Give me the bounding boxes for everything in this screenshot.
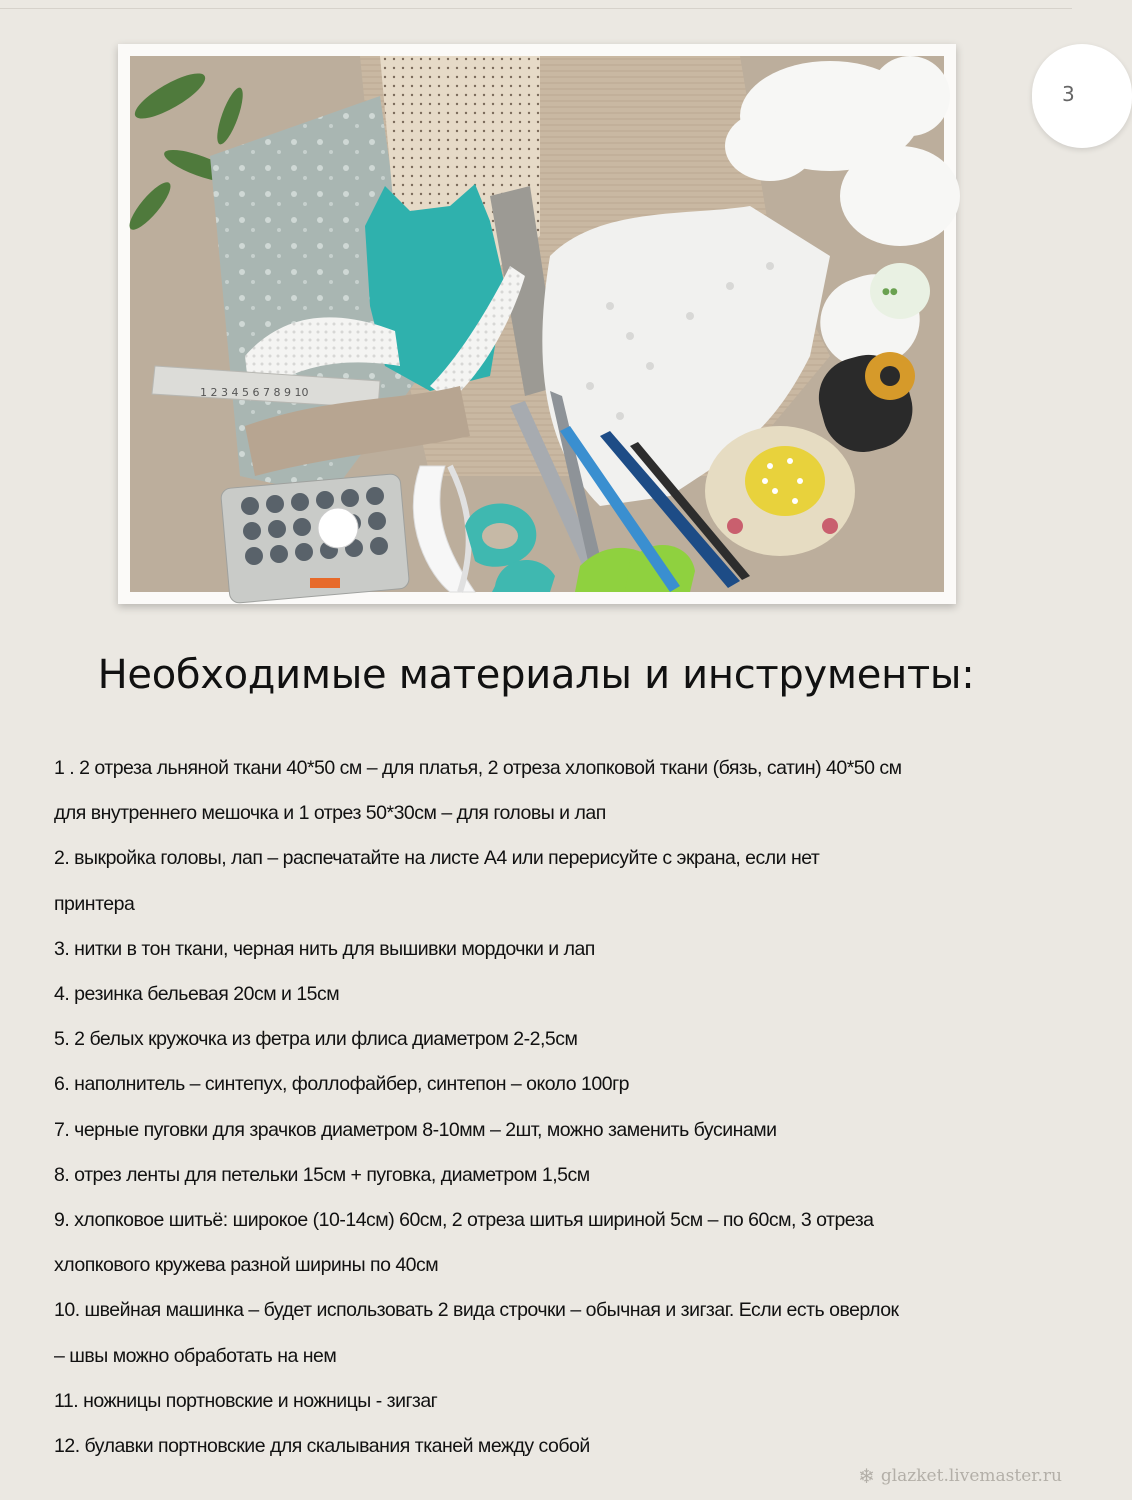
button-box xyxy=(220,473,409,603)
watermark-text: glazket.livemaster.ru xyxy=(880,1466,1062,1486)
list-item: 4. резинка бельевая 20см и 15см xyxy=(54,983,340,1006)
svg-text:●●: ●● xyxy=(882,287,898,297)
materials-photo-card xyxy=(118,44,956,604)
page-title: Необходимые материалы и инструменты: xyxy=(97,652,975,698)
materials-photo-illustration xyxy=(130,56,944,592)
list-item: 3. нитки в тон ткани, черная нить для вышивки мордочки и лап xyxy=(54,937,595,960)
list-item: принтера xyxy=(54,892,135,915)
list-item: 6. наполнитель – синтепух, фоллофайбер, синтепон – около 100гр xyxy=(54,1073,630,1096)
list-item: 12. булавки портновские для скалывания тканей между собой xyxy=(54,1435,590,1458)
watermark xyxy=(858,1464,1062,1488)
list-item: 5. 2 белых кружочка из фетра или флиса диаметром 2-2,5см xyxy=(54,1028,578,1051)
materials-list xyxy=(54,746,1034,1469)
list-item: 11. ножницы портновские и ножницы - зигзаг xyxy=(54,1389,438,1412)
list-item: 1 . 2 отреза льняной ткани 40*50 см – для платья, 2 отреза хлопковой ткани (бязь, сатин) 40*50 см xyxy=(54,757,902,779)
list-item: 8. отрез ленты для петельки 15см + пуговка, диаметром 1,5см xyxy=(54,1163,590,1186)
list-item: хлопкового кружева разной ширины по 40см xyxy=(54,1254,439,1277)
list-item: 10. швейная машинка – будет использовать 2 вида строчки – обычная и зигзаг. Если есть оверлок xyxy=(54,1299,899,1322)
list-item: для внутреннего мешочка и 1 отрез 50*30см – для головы и лап xyxy=(54,802,606,825)
materials-photo xyxy=(130,56,944,592)
next-page-tab[interactable] xyxy=(1032,44,1132,148)
list-item: 7. черные пуговки для зрачков диаметром 8-10мм – 2шт, можно заменить бусинами xyxy=(54,1118,777,1141)
list-item: 2. выкройка головы, лап – распечатайте на листе А4 или перерисуйте с экрана, если нет xyxy=(54,847,820,870)
snowflake-icon: ❄ xyxy=(858,1464,875,1488)
top-divider xyxy=(0,8,1072,9)
list-item: – швы можно обработать на нем xyxy=(54,1344,337,1367)
pincushion xyxy=(705,426,855,556)
side-tab-label: 3 xyxy=(1062,82,1075,106)
list-item: 9. хлопковое шитьё: широкое (10-14см) 60см, 2 отреза шитья шириной 5см – по 60см, 3 отреза xyxy=(54,1209,874,1232)
ruler-numbers: 1 2 3 4 5 6 7 8 9 10 xyxy=(200,386,309,399)
